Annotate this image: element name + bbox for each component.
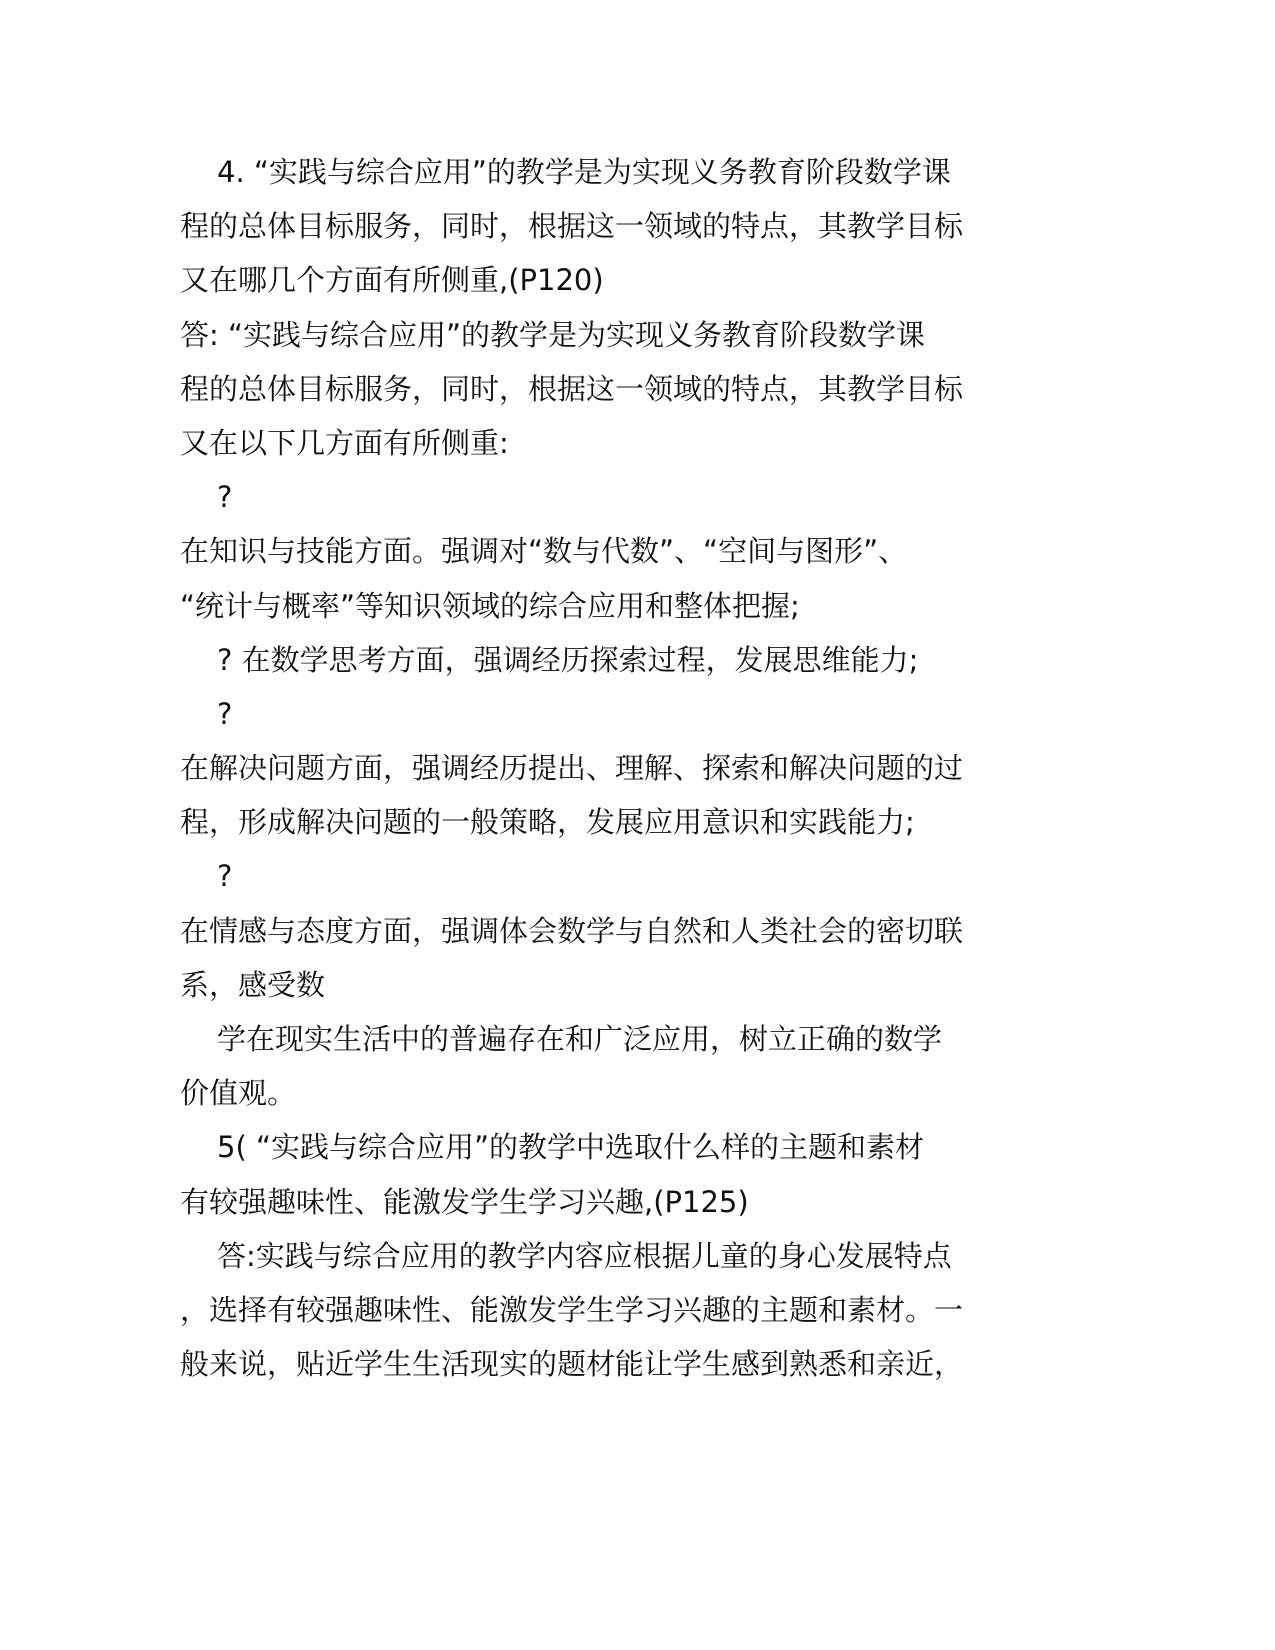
text-line: 有较强趣味性、能激发学生学习兴趣,(P125) [180,1184,749,1219]
text-line: 程的总体目标服务，同时，根据这一领域的特点，其教学目标 [180,209,964,244]
text-line: ? [217,859,233,894]
text-line: 答:实践与综合应用的教学内容应根据儿童的身心发展特点 [217,1238,952,1273]
text-line: 又在以下几方面有所侧重: [180,425,509,460]
text-line: ? [217,480,233,515]
text-line: 在情感与态度方面，强调体会数学与自然和人类社会的密切联 [180,913,964,948]
text-line: 答: “实践与综合应用”的教学是为实现义务教育阶段数学课 [180,317,926,352]
text-line: 5( “实践与综合应用”的教学中选取什么样的主题和素材 [217,1130,925,1165]
text-line: 4. “实践与综合应用”的教学是为实现义务教育阶段数学课 [217,155,951,189]
text-line: “统计与概率”等知识领域的综合应用和整体把握; [180,588,800,623]
text-line: 在知识与技能方面。强调对“数与代数”、“空间与图形”、 [180,534,908,569]
text-line: 程的总体目标服务，同时，根据这一领域的特点，其教学目标 [180,371,964,406]
text-line: 般来说，贴近学生生活现实的题材能让学生感到熟悉和亲近， [180,1347,964,1382]
text-line: ? 在数学思考方面，强调经历探索过程，发展思维能力; [217,642,919,677]
document-body [180,145,1060,1391]
text-line: 程，形成解决问题的一般策略，发展应用意识和实践能力; [180,805,915,840]
text-line: ，选择有较强趣味性、能激发学生学习兴趣的主题和素材。一 [180,1292,964,1327]
text-line: 在解决问题方面，强调经历提出、理解、探索和解决问题的过 [180,751,964,786]
text-line: 学在现实生活中的普遍存在和广泛应用，树立正确的数学 [217,1022,943,1056]
text-line: ? [217,696,233,731]
text-line: 价值观。 [180,1076,297,1111]
text-line: 系，感受数 [180,967,326,1002]
text-line: 又在哪几个方面有所侧重,(P120) [180,263,604,298]
